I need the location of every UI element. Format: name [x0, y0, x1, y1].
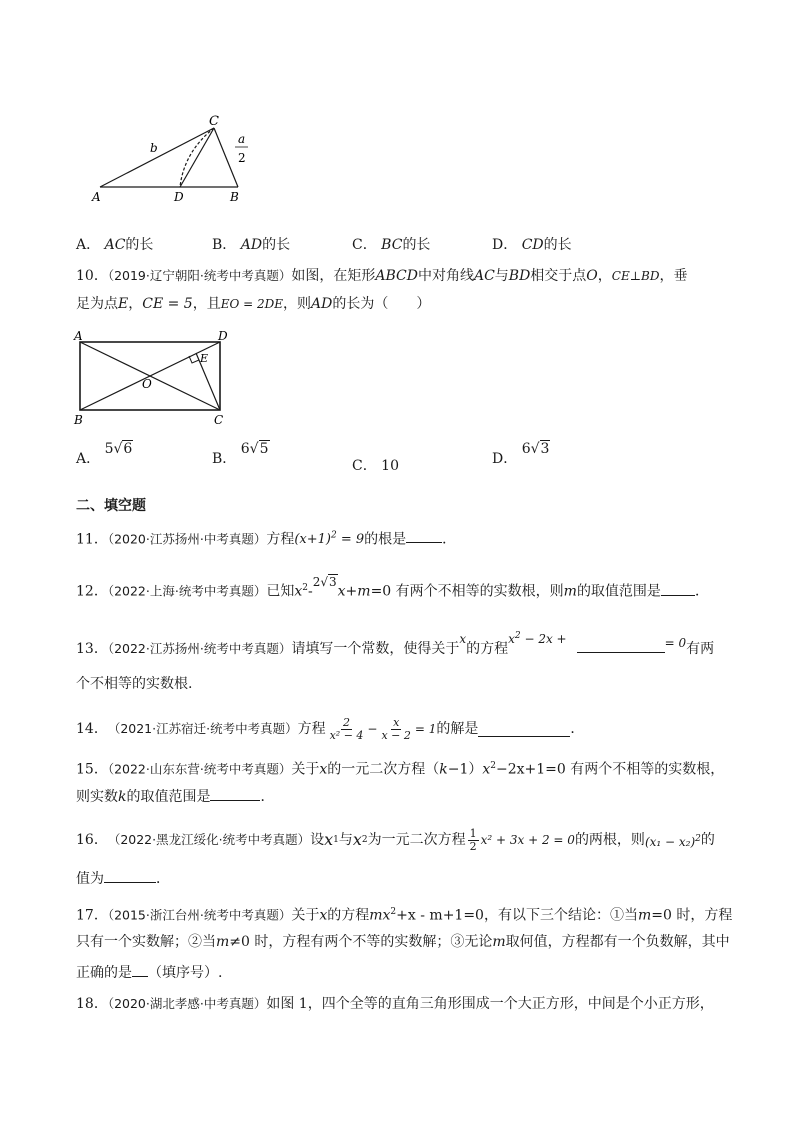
q13-line-2: 个不相等的实数根.	[76, 676, 193, 692]
q10-line-1: 10．（2019·辽宁朝阳·统考中考真题）如图，在矩形ABCD中对角线AC与BD相交于点O，CE⊥BD，垂	[76, 268, 688, 284]
q9-option-b[interactable]: B． AD的长	[212, 237, 291, 253]
q16-line-2: 值为 ．	[76, 868, 170, 889]
label-a: a	[238, 132, 246, 146]
q17-answer-blank[interactable]	[132, 962, 148, 977]
q17-line-2: 只有一个实数解；②当m≠0 时，方程有两个不等的实数解；③无论m取何值，方程都有一个负数解，其中	[76, 934, 730, 950]
triangle-figure-q9	[88, 110, 258, 205]
label-a: A	[74, 329, 83, 343]
q9-option-d[interactable]: D． CD的长	[492, 237, 572, 253]
q12-answer-blank[interactable]	[661, 581, 695, 596]
q18-line-1: 18．（2020·湖北孝感·中考真题）如图 1，四个全等的直角三角形围成一个大正方形，中间是个小正方形，	[76, 996, 714, 1012]
q17-line-3: 正确的是 （填序号）.	[76, 962, 222, 983]
q14-line: 14． （2021·江苏宿迁·统考中考真题） 方程 $\frac{2}{\text{x² − 4}}$ − $\frac{x}{x - 2}$ = 1 的解是 ．	[76, 715, 585, 742]
q10-option-a[interactable]: A． 5√6	[76, 441, 133, 467]
q13-line-1: 13．（2022·江苏扬州·统考中考真题）请填写一个常数，使得关于x的方程$x^2 - 2x$ + = 0有两	[76, 631, 715, 657]
rectangle-figure-q10	[72, 326, 232, 428]
label-d: D	[174, 190, 184, 204]
q15-line-2: 则实数k的取值范围是 ．	[76, 786, 274, 807]
q9-option-c[interactable]: C． BC的长	[352, 237, 431, 253]
q15-answer-blank[interactable]	[210, 786, 260, 801]
q10-line-2: 足为点E，CE = 5，且EO = 2DE，则AD的长为（ ）	[76, 296, 431, 312]
q16-line-1: 16． （2022·黑龙江绥化·统考中考真题） 设 x 1 与 x 2 为一元二次方程 $\frac{1}{2}$ x² + 3x + 2 = 0 的两根，则 $(x_1 - x_2)^2$ 的	[76, 826, 715, 853]
label-d: D	[218, 329, 228, 343]
label-b: B	[74, 413, 83, 427]
q12-line: 12．（2022·上海·统考中考真题）已知$x^2-2√3x+m=0$ 有两个不相等的实数根，则m的取值范围是 ．	[76, 574, 709, 600]
label-c: C	[214, 413, 224, 427]
section-title-fill-in: 二、填空题	[76, 498, 146, 514]
q14-answer-blank[interactable]	[478, 722, 570, 737]
label-a-vertex: A	[92, 190, 101, 204]
q11-answer-blank[interactable]	[406, 528, 442, 543]
q13-answer-blank[interactable]	[577, 638, 665, 653]
label-b: b	[150, 141, 158, 155]
label-o: O	[142, 377, 152, 391]
q9-option-a[interactable]: A． AC的长	[76, 237, 154, 253]
q16-answer-blank[interactable]	[104, 868, 156, 883]
label-two: 2	[238, 151, 246, 165]
label-b-vertex: B	[230, 190, 239, 204]
q10-option-d[interactable]: D． 6√3	[492, 441, 550, 467]
q11-line: 11．（2020·江苏扬州·中考真题）方程$(x+1)^2 = 9$的根是 ．	[76, 526, 456, 550]
q15-line-1: 15．（2022·山东东营·统考中考真题）关于x的一元二次方程$(k-1)x^2-2x+1=0$ 有两个不相等的实数根，	[76, 761, 725, 778]
label-c: C	[209, 114, 219, 129]
q10-option-b[interactable]: B． 6√5	[212, 441, 269, 467]
label-e: E	[200, 352, 209, 365]
q17-line-1: 17．（2015·浙江台州·统考中考真题）关于x的方程$mx^2+x - m+1=0$，有以下三个结论：①当m=0 时，方程	[76, 907, 733, 924]
q10-option-c[interactable]: C． 10	[352, 458, 399, 474]
